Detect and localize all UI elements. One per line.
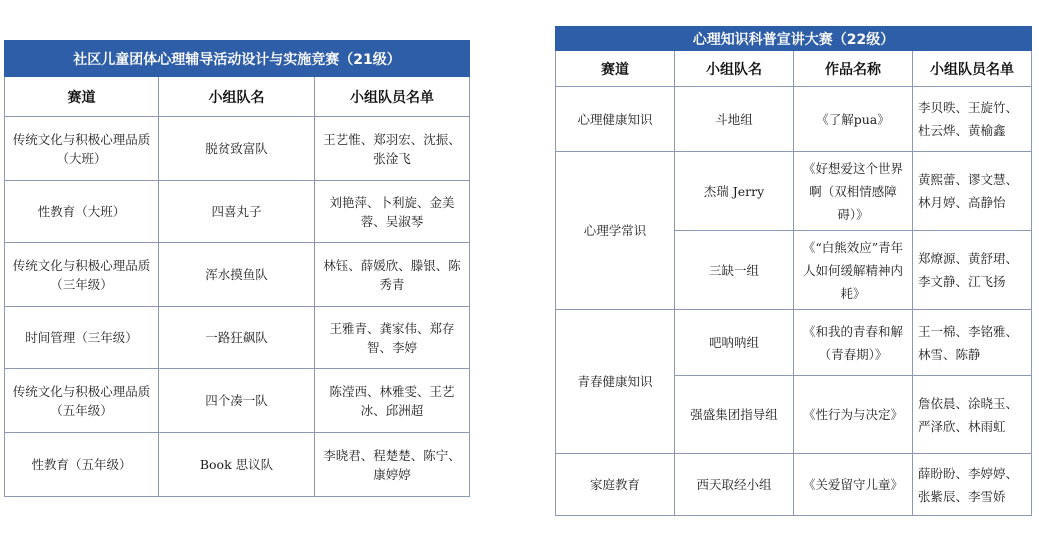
table-row	[5, 243, 470, 307]
team-cell: 杰瑞 Jerry	[675, 152, 794, 231]
team-cell: 西天取经小组	[675, 454, 794, 516]
track-cell: 传统文化与积极心理品质（大班）	[5, 117, 159, 181]
team-cell: 斗地组	[675, 87, 794, 152]
table-row	[5, 307, 470, 369]
table-title: 心理知识科普宣讲大赛（22级）	[556, 27, 1032, 51]
table-row	[5, 369, 470, 433]
column-header: 小组队员名单	[315, 77, 470, 117]
table-row	[556, 454, 1032, 516]
team-cell: 吧呐呐组	[675, 310, 794, 376]
members-cell: 薛盼盼、李婷婷、张紫辰、李雪娇	[913, 454, 1032, 516]
team-cell: 浑水摸鱼队	[159, 243, 315, 307]
team-cell: 强盛集团指导组	[675, 376, 794, 454]
work-cell: 《“白熊效应”青年人如何缓解精神内耗》	[794, 231, 913, 310]
table-row	[5, 433, 470, 497]
column-header: 小组队名	[159, 77, 315, 117]
table-row	[556, 87, 1032, 152]
competition-table-21	[4, 40, 470, 497]
members-cell: 李晓君、程楚楚、陈宁、康婷婷	[315, 433, 470, 497]
members-cell: 王一棉、李铭雅、林雪、陈静	[913, 310, 1032, 376]
members-cell: 王艺惟、郑羽宏、沈振、张淦飞	[315, 117, 470, 181]
column-header: 赛道	[556, 51, 675, 87]
team-cell: Book 思议队	[159, 433, 315, 497]
track-cell: 家庭教育	[556, 454, 675, 516]
work-cell: 《和我的青春和解（青春期）》	[794, 310, 913, 376]
track-cell: 性教育（大班）	[5, 181, 159, 243]
team-cell: 一路狂飙队	[159, 307, 315, 369]
track-cell: 心理学常识	[556, 152, 675, 310]
competition-table-22	[555, 26, 1032, 516]
track-cell: 传统文化与积极心理品质（三年级）	[5, 243, 159, 307]
team-cell: 四个凑一队	[159, 369, 315, 433]
column-header: 赛道	[5, 77, 159, 117]
members-cell: 林钰、薛媛欣、滕银、陈秀青	[315, 243, 470, 307]
work-cell: 《关爱留守儿童》	[794, 454, 913, 516]
table-title: 社区儿童团体心理辅导活动设计与实施竞赛（21级）	[5, 41, 470, 77]
track-cell: 性教育（五年级）	[5, 433, 159, 497]
members-cell: 李贝昳、王旋竹、杜云烨、黄榆鑫	[913, 87, 1032, 152]
track-cell: 时间管理（三年级）	[5, 307, 159, 369]
members-cell: 刘艳萍、卜利旋、金美蓉、吴淑琴	[315, 181, 470, 243]
members-cell: 黄熙蕾、谬文慧、林月婷、高静怡	[913, 152, 1032, 231]
track-cell: 青春健康知识	[556, 310, 675, 454]
members-cell: 郑燎源、黄舒珺、李文静、江飞扬	[913, 231, 1032, 310]
column-header: 作品名称	[794, 51, 913, 87]
work-cell: 《性行为与决定》	[794, 376, 913, 454]
table-row	[556, 310, 1032, 376]
table-row	[5, 181, 470, 243]
members-cell: 詹依晨、涂晓玉、严泽欣、林雨虹	[913, 376, 1032, 454]
column-header: 小组队员名单	[913, 51, 1032, 87]
work-cell: 《好想爱这个世界啊（双相情感障碍）》	[794, 152, 913, 231]
table-row	[5, 117, 470, 181]
work-cell: 《了解pua》	[794, 87, 913, 152]
track-cell: 传统文化与积极心理品质（五年级）	[5, 369, 159, 433]
table-row	[556, 152, 1032, 231]
team-cell: 三缺一组	[675, 231, 794, 310]
members-cell: 王雅青、龚家伟、郑存智、李婷	[315, 307, 470, 369]
column-header: 小组队名	[675, 51, 794, 87]
members-cell: 陈滢西、林雅雯、王艺冰、邱洲超	[315, 369, 470, 433]
team-cell: 四喜丸子	[159, 181, 315, 243]
team-cell: 脱贫致富队	[159, 117, 315, 181]
track-cell: 心理健康知识	[556, 87, 675, 152]
